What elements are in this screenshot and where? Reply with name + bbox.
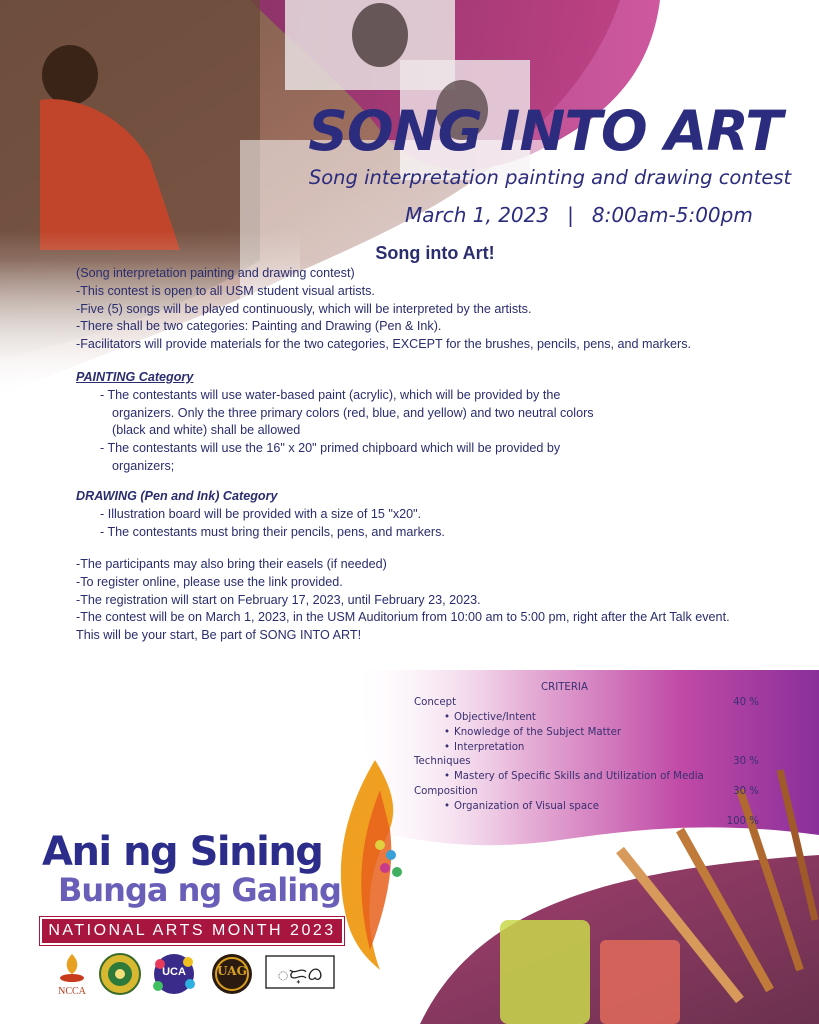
ncca-logo [48,952,96,998]
intro-line: -Five (5) songs will be played continuously, which will be interpreted by the artists. [76,301,532,316]
page-subtitle: Song interpretation painting and drawing contest [308,166,792,189]
drawing-rule: - The contestants must bring their pencils, pens, and markers. [100,524,445,539]
closing-line: -To register online, please use the link provided. [76,574,343,589]
criteria-row [414,756,759,771]
painting-rule-cont: organizers; [112,458,175,473]
criteria-row [414,742,759,757]
usm-seal-icon [98,952,142,998]
criteria-label: • Knowledge of the Subject Matter [444,727,621,738]
uca-logo [148,952,200,998]
uca-label: UCA [162,966,186,978]
event-banner [40,917,344,945]
schedule-separator: | [567,203,574,227]
closing-line: This will be your start, Be part of SONG INTO ART! [76,628,362,643]
event-date: March 1, 2023 [405,203,550,227]
drawing-title: DRAWING (Pen and Ink) Category [76,489,278,503]
criteria-row [414,712,759,727]
criteria-label: • Interpretation [444,742,524,753]
event-schedule [405,203,805,227]
painting-section [76,369,796,476]
criteria-label: Concept [414,697,457,708]
baybayin-logo [264,952,336,998]
criteria-percent: 30 % [733,756,759,767]
intro-line: -Facilitators will provide materials for the two categories, EXCEPT for the brushes, pencils, pens, and markers. [76,337,692,352]
criteria-label: • Organization of Visual space [444,801,599,812]
drawing-rule: - Illustration board will be provided with a size of 15 "x20". [100,506,422,521]
criteria-total-row [414,816,759,831]
intro-line: -There shall be two categories: Painting and Drawing (Pen & Ink). [76,319,442,334]
intro-section [76,265,796,354]
criteria-row [414,771,759,786]
criteria-row [414,697,759,712]
uag-logo [210,952,254,998]
logo-line-1: Ani ng Sining [42,829,323,875]
closing-line: -The registration will start on February 17, 2023, until February 23, 2023. [76,592,481,607]
criteria-total: 100 % [726,816,759,827]
painting-rule-cont: organizers. Only the three primary colors (red, blue, and yellow) and two neutral colors [112,405,594,420]
painting-title: PAINTING Category [76,370,194,384]
criteria-row [414,801,759,816]
painting-rule-cont: (black and white) shall be allowed [112,423,301,438]
criteria-percent: 40 % [733,697,759,708]
page-title: SONG INTO ART [308,99,782,163]
closing-line: -The participants may also bring their easels (if needed) [76,557,387,571]
criteria-label: • Objective/Intent [444,712,536,723]
criteria-percent: 30 % [733,786,759,797]
event-banner-text: NATIONAL ARTS MONTH 2023 [48,922,336,939]
criteria-label: Composition [414,786,478,797]
closing-section [76,556,796,645]
criteria-label: Techniques [414,756,471,767]
criteria-label: • Mastery of Specific Skills and Utilization of Media [444,771,704,782]
criteria-row [414,727,759,742]
baybayin-label: ᜀᜇ᜔ᜊ [277,964,323,985]
criteria-row [414,786,759,801]
ncca-label: NCCA [58,986,86,997]
logo-line-2: Bunga ng Galing [58,871,341,909]
painting-rule: - The contestants will use the 16" x 20" primed chipboard which will be provided by [100,441,561,456]
intro-line: (Song interpretation painting and drawing contest) [76,266,355,280]
closing-line: -The contest will be on March 1, 2023, in the USM Auditorium from 10:00 am to 5:00 pm, right after the Art Talk event. [76,610,730,625]
painting-rule: - The contestants will use water-based paint (acrylic), which will be provided by the [100,387,561,402]
criteria-title: CRITERIA [541,682,588,693]
intro-heading: Song into Art! [375,243,495,263]
uag-label: UAG [217,964,247,978]
intro-line: -This contest is open to all USM student visual artists. [76,283,375,298]
event-time: 8:00am-5:00pm [591,203,753,227]
drawing-section [76,488,796,541]
